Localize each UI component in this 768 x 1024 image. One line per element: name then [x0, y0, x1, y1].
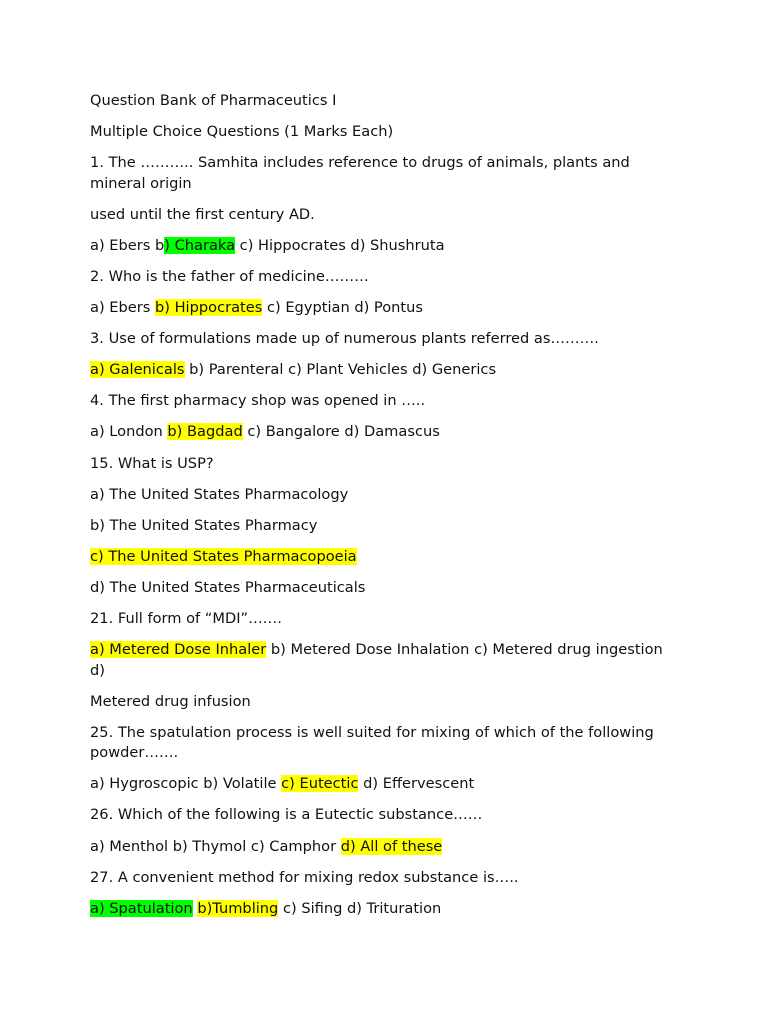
highlighted-answer: b) Bagdad: [167, 423, 243, 441]
paragraph: [90, 640, 680, 681]
text-run: 1. The ……….. Samhita includes reference to drugs of animals, plants and mineral origin: [90, 154, 630, 192]
highlighted-answer: c) Eutectic: [281, 775, 359, 793]
highlighted-answer: c) The United States Pharmacopoeia: [90, 547, 357, 565]
paragraph: [90, 868, 680, 889]
text-run: b) Parenteral c) Plant Vehicles d) Generics: [184, 361, 497, 379]
paragraph: [90, 236, 680, 257]
question-list: [90, 153, 680, 919]
paragraph: [90, 516, 680, 537]
text-run: Metered drug infusion: [90, 692, 251, 710]
text-run: c) Bangalore d) Damascus: [242, 423, 440, 441]
text-run: a) Ebers: [90, 299, 155, 317]
text-run: a) Hygroscopic b) Volatile: [90, 775, 282, 793]
paragraph: [90, 329, 680, 350]
text-run: 2. Who is the father of medicine………: [90, 267, 369, 285]
text-run: 4. The first pharmacy shop was opened in …..: [90, 392, 426, 410]
paragraph: [90, 485, 680, 506]
text-run: b) Metered Dose Inhalation c) Metered drug ingestion d): [90, 641, 663, 679]
text-run: d) The United States Pharmaceuticals: [90, 578, 366, 596]
text-run: a) The United States Pharmacology: [90, 485, 349, 503]
highlighted-answer: ) Charaka: [164, 236, 236, 254]
text-run: 27. A convenient method for mixing redox substance is…..: [90, 868, 519, 886]
text-run: 25. The spatulation process is well suited for mixing of which of the following powder…….: [90, 723, 654, 762]
paragraph: [90, 422, 680, 443]
paragraph: [90, 391, 680, 412]
paragraph: [90, 774, 680, 795]
text-run: c) Egyptian d) Pontus: [262, 299, 423, 317]
text-run: b) The United States Pharmacy: [90, 516, 318, 534]
document-title: Question Bank of Pharmaceutics I: [90, 92, 337, 109]
paragraph: [90, 578, 680, 599]
highlighted-answer: a) Metered Dose Inhaler: [90, 641, 267, 659]
text-run: c) Sifing d) Trituration: [278, 899, 442, 917]
text-run: c) Hippocrates d) Shushruta: [235, 236, 445, 254]
paragraph: [90, 205, 680, 226]
paragraph: [90, 153, 680, 194]
paragraph: [90, 837, 680, 858]
highlighted-answer: a) Galenicals: [90, 361, 185, 379]
paragraph: [90, 692, 680, 713]
paragraph: [90, 723, 680, 764]
highlighted-answer: b)Tumbling: [197, 899, 279, 917]
text-run: a) Ebers b: [90, 236, 165, 254]
highlighted-answer: b) Hippocrates: [154, 299, 263, 317]
document-page: [90, 91, 680, 930]
document-subtitle: Multiple Choice Questions (1 Marks Each): [90, 123, 394, 141]
highlighted-answer: d) All of these: [340, 837, 443, 855]
paragraph: [90, 454, 680, 475]
highlighted-answer: a) Spatulation: [90, 899, 193, 917]
text-run: 15. What is USP?: [90, 454, 214, 472]
paragraph: [90, 298, 680, 319]
text-run: d) Effervescent: [358, 775, 475, 793]
paragraph: [90, 805, 680, 826]
paragraph: [90, 267, 680, 288]
text-run: 21. Full form of “MDI”…….: [90, 610, 282, 627]
paragraph: [90, 609, 680, 630]
text-run: 26. Which of the following is a Eutectic substance……: [90, 806, 483, 824]
paragraph: [90, 360, 680, 381]
text-run: 3. Use of formulations made up of numerous plants referred as……….: [90, 330, 599, 348]
text-run: a) London: [90, 423, 168, 441]
paragraph: [90, 547, 680, 568]
text-run: used until the first century AD.: [90, 205, 315, 223]
paragraph: [90, 899, 680, 920]
text-run: a) Menthol b) Thymol c) Camphor: [90, 837, 341, 855]
